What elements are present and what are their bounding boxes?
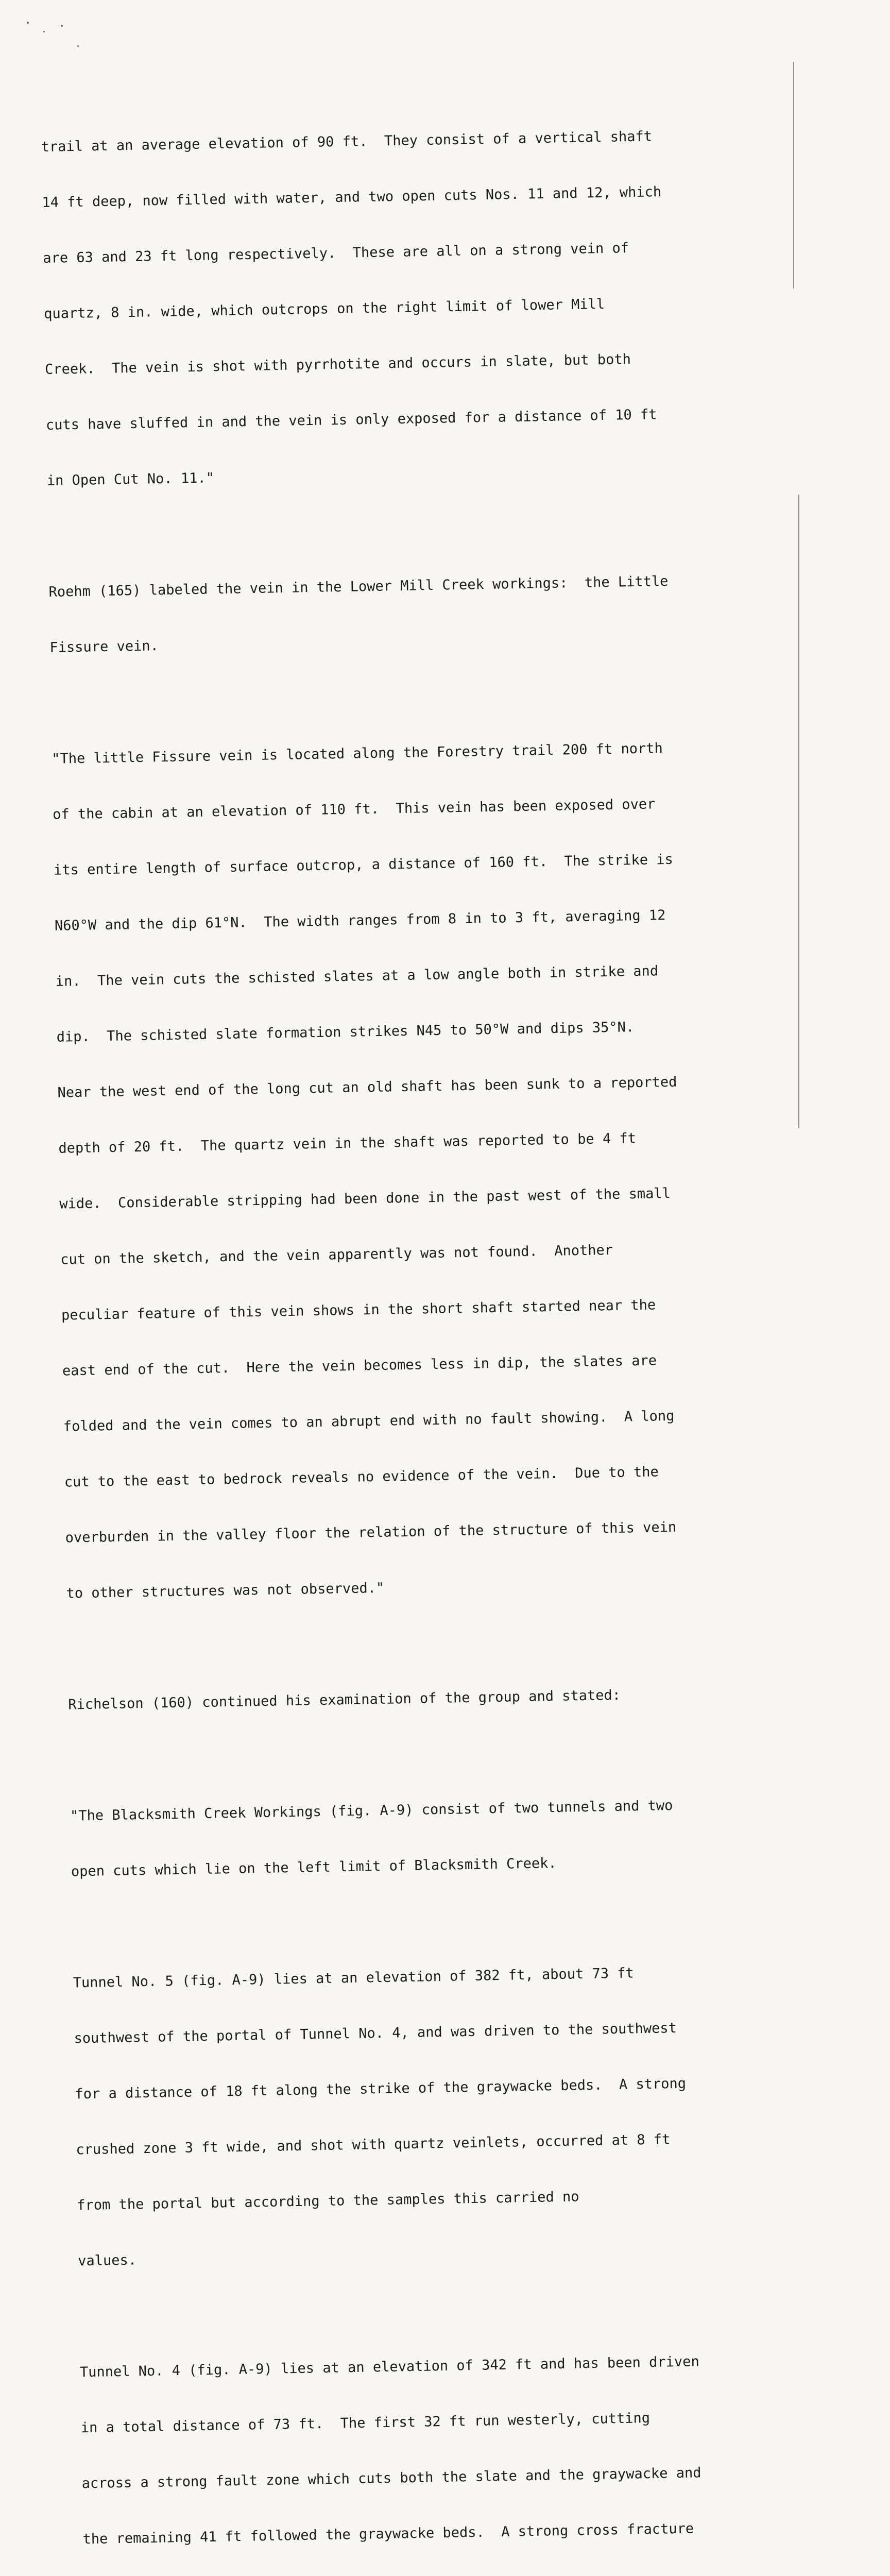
text-line: folded and the vein comes to an abrupt end with no fault showing. A long [63,1408,675,1435]
text-line: are 63 and 23 ft long respectively. These are all on a strong vein of [43,240,629,266]
text-line: open cuts which lie on the left limit of Blacksmith Creek. [71,1855,557,1880]
text-line: dip. The schisted slate formation strikes N45 to 50°W and dips 35°N. [56,1019,635,1045]
scan-edge-line [798,495,799,1128]
paragraph-tunnel-5 [72,1925,727,2308]
text-line: in. The vein cuts the schisted slates at a low angle both in strike and [55,963,659,990]
text-line: quartz, 8 in. wide, which outcrops on the right limit of lower Mill [43,296,605,322]
scan-edge-line [793,62,794,289]
paragraph-richelson [67,1648,718,1752]
text-line: N60°W and the dip 61°N. The width ranges from 8 in to 3 ft, averaging 12 [54,907,666,934]
text-line: trail at an average elevation of 90 ft. They consist of a vertical shaft [41,128,653,155]
text-line: overburden in the valley floor the relation of the structure of this vein [65,1519,677,1546]
text-line: cut to the east to bedrock reveals no evidence of the vein. Due to the [64,1464,659,1490]
text-line: peculiar feature of this vein shows in the short shaft started near the [61,1297,656,1324]
text-line: Richelson (160) continued his examination of the group and stated: [68,1687,621,1713]
text-line: "The Blacksmith Creek Workings (fig. A-9) consist of two tunnels and two [70,1798,673,1824]
text-line: crushed zone 3 ft wide, and shot with quartz veinlets, occurred at 8 ft [76,2131,671,2158]
scan-speck [43,31,45,32]
text-line: east end of the cut. Here the vein becomes less in dip, the slates are [62,1352,657,1379]
paragraph-little-fissure-vein [51,702,716,1640]
document-body [40,90,742,2576]
text-line: the remaining 41 ft followed the graywacke beds. A strong cross fracture [82,2520,694,2548]
text-line: cuts have sluffed in and the vein is only exposed for a distance of 10 ft [45,406,657,433]
text-line: for a distance of 18 ft along the strike of the graywacke beds. A strong [75,2075,687,2103]
paragraph-blacksmith-creek [70,1759,721,1919]
text-line: values. [77,2252,137,2269]
text-line: in Open Cut No. 11." [46,470,215,489]
text-line: Fissure vein. [49,638,159,656]
paragraph-mill-creek-shaft [40,90,696,528]
text-line: to other structures was not observed." [66,1580,385,1602]
text-line: in a total distance of 73 ft. The first 32 ft run westerly, cutting [80,2410,651,2436]
text-line: wide. Considerable stripping had been done in the past west of the small [59,1185,671,1212]
text-line: Tunnel No. 4 (fig. A-9) lies at an elevation of 342 ft and has been driven [79,2353,699,2381]
text-line: southwest of the portal of Tunnel No. 4, and was driven to the southwest [74,2020,677,2047]
text-line: across a strong fault zone which cuts both the slate and the graywacke and [81,2465,701,2492]
text-line: Creek. The vein is shot with pyrrhotite and occurs in slate, but both [44,351,631,378]
text-line: Tunnel No. 5 (fig. A-9) lies at an elevation of 382 ft, about 73 ft [73,1965,634,1991]
scan-speck [61,25,63,27]
scan-speck [77,45,79,47]
text-line: Near the west end of the long cut an old shaft has been sunk to a reported [57,1074,677,1101]
text-line: 14 ft deep, now filled with water, and two open cuts Nos. 11 and 12, which [42,183,662,211]
scan-speck [27,22,29,24]
text-line: of the cabin at an elevation of 110 ft. This vein has been exposed over [52,796,656,823]
paragraph-roehm [48,535,699,694]
text-line: its entire length of surface outcrop, a distance of 160 ft. The strike is [53,851,674,878]
paragraph-tunnel-4 [79,2315,736,2576]
text-line: cut on the sketch, and the vein apparently was not found. Another [60,1242,613,1268]
text-line: "The little Fissure vein is located along the Forestry trail 200 ft north [52,740,663,767]
text-line: Roehm (165) labeled the vein in the Lower Mill Creek workings: the Little [48,573,669,600]
text-line: from the portal but according to the samples this carried no [77,2189,579,2214]
text-line: depth of 20 ft. The quartz vein in the shaft was reported to be 4 ft [58,1130,637,1157]
